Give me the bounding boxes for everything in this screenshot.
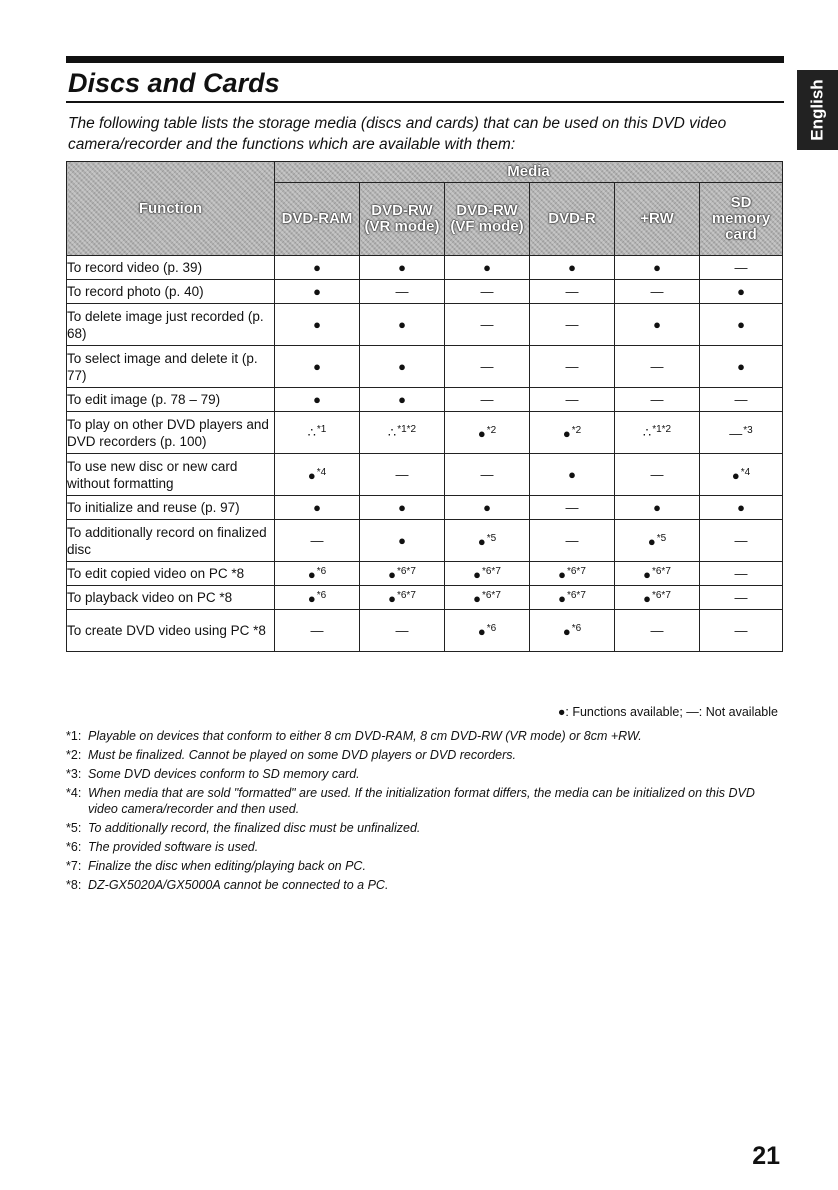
function-cell: To edit image (p. 78 – 79): [67, 388, 275, 412]
availability-cell: ●$^{*6*7}$: [445, 586, 530, 610]
table-row: [67, 256, 783, 280]
availability-cell: ●: [360, 496, 445, 520]
function-cell: To initialize and reuse (p. 97): [67, 496, 275, 520]
availability-cell: ●$^{*4}$: [700, 454, 783, 496]
footnote-text: Must be finalized. Cannot be played on some DVD players or DVD recorders.: [88, 748, 516, 762]
availability-cell: —: [530, 304, 615, 346]
availability-cell: —: [445, 346, 530, 388]
availability-cell: ∴$^{*1*2}$: [360, 412, 445, 454]
availability-cell: ●: [275, 346, 360, 388]
availability-cell: —: [445, 454, 530, 496]
footnote-mark: *7:: [66, 859, 82, 873]
availability-cell: ●: [700, 304, 783, 346]
availability-cell: —: [275, 610, 360, 652]
availability-cell: —: [360, 280, 445, 304]
availability-cell: ●: [700, 496, 783, 520]
availability-cell: —: [615, 346, 700, 388]
availability-cell: —: [530, 496, 615, 520]
availability-cell: —: [275, 520, 360, 562]
availability-cell: —: [615, 610, 700, 652]
availability-cell: —: [360, 610, 445, 652]
availability-cell: ●$^{*4}$: [275, 454, 360, 496]
availability-cell: —: [700, 586, 783, 610]
footnote-mark: *1:: [66, 729, 82, 743]
availability-cell: ●$^{*6*7}$: [530, 562, 615, 586]
footnote-text: DZ-GX5020A/GX5000A cannot be connected to a PC.: [88, 878, 389, 892]
availability-cell: —: [530, 280, 615, 304]
availability-cell: ●$^{*6}$: [530, 610, 615, 652]
availability-cell: —: [530, 520, 615, 562]
availability-cell: —: [700, 562, 783, 586]
table-row: [67, 562, 783, 586]
footnote-text: Finalize the disc when editing/playing back on PC.: [88, 859, 366, 873]
availability-cell: ●: [360, 388, 445, 412]
availability-cell: ●$^{*6*7}$: [615, 562, 700, 586]
media-table: [66, 161, 783, 652]
availability-cell: ●$^{*6}$: [275, 586, 360, 610]
legend: ●: Functions available; —: Not available: [557, 705, 778, 719]
availability-cell: —: [445, 304, 530, 346]
availability-cell: —: [615, 454, 700, 496]
availability-cell: ●: [530, 454, 615, 496]
footnotes: [66, 728, 784, 896]
availability-cell: ●: [700, 280, 783, 304]
footnote: [66, 785, 784, 817]
function-cell: To play on other DVD players and DVD recorders (p. 100): [67, 412, 275, 454]
intro-text: The following table lists the storage media (discs and cards) that can be used on this DVD video camera/recorder and the functions which are available with them:: [68, 115, 727, 153]
footnote-mark: *3:: [66, 767, 82, 781]
availability-cell: —: [700, 520, 783, 562]
function-header: Function: [67, 162, 275, 256]
column-header: DVD-R: [530, 183, 615, 256]
availability-cell: ●: [275, 388, 360, 412]
column-header: DVD-RW (VF mode): [445, 183, 530, 256]
table-row: [67, 454, 783, 496]
footnote: [66, 877, 784, 893]
table-row: [67, 412, 783, 454]
availability-cell: —: [700, 610, 783, 652]
availability-cell: —: [615, 280, 700, 304]
availability-cell: ●: [275, 280, 360, 304]
availability-cell: ●$^{*2}$: [530, 412, 615, 454]
footnote-text: Playable on devices that conform to either 8 cm DVD-RAM, 8 cm DVD-RW (VR mode) or 8cm +RW.: [88, 729, 642, 743]
availability-cell: ●$^{*6}$: [275, 562, 360, 586]
availability-cell: ●: [445, 256, 530, 280]
availability-cell: ●$^{*6*7}$: [445, 562, 530, 586]
language-tab: [797, 70, 838, 150]
availability-cell: ●: [615, 256, 700, 280]
function-cell: To additionally record on finalized disc: [67, 520, 275, 562]
function-cell: To use new disc or new card without formatting: [67, 454, 275, 496]
availability-cell: ●$^{*6*7}$: [360, 562, 445, 586]
page-title: Discs and Cards: [68, 68, 280, 98]
availability-cell: ●: [275, 304, 360, 346]
availability-cell: ∴$^{*1*2}$: [615, 412, 700, 454]
footnote-text: Some DVD devices conform to SD memory card.: [88, 767, 360, 781]
availability-cell: —: [445, 388, 530, 412]
footnote-mark: *5:: [66, 821, 82, 835]
table-body: [67, 256, 783, 652]
footnote-mark: *4:: [66, 786, 82, 800]
availability-cell: ●: [275, 256, 360, 280]
table-row: [67, 496, 783, 520]
availability-cell: —: [360, 454, 445, 496]
footnote: [66, 820, 784, 836]
availability-cell: ●: [700, 346, 783, 388]
table-row: [67, 346, 783, 388]
availability-cell: ∴$^{*1}$: [275, 412, 360, 454]
column-header: +RW: [615, 183, 700, 256]
availability-cell: ●: [275, 496, 360, 520]
footnote: [66, 766, 784, 782]
availability-cell: ●$^{*6*7}$: [615, 586, 700, 610]
availability-cell: —: [615, 388, 700, 412]
function-cell: To select image and delete it (p. 77): [67, 346, 275, 388]
availability-cell: ●: [360, 304, 445, 346]
footnote-mark: *2:: [66, 748, 82, 762]
footnote-text: The provided software is used.: [88, 840, 259, 854]
availability-cell: —: [700, 256, 783, 280]
footnote: [66, 747, 784, 763]
footnote: [66, 858, 784, 874]
availability-cell: —: [530, 388, 615, 412]
title-rule: [66, 101, 784, 103]
function-cell: To create DVD video using PC *8: [67, 610, 275, 652]
media-header: Media: [275, 162, 783, 183]
column-header: DVD-RAM: [275, 183, 360, 256]
availability-cell: ●: [360, 520, 445, 562]
footnote-mark: *8:: [66, 878, 82, 892]
function-cell: To record photo (p. 40): [67, 280, 275, 304]
availability-cell: ●$^{*2}$: [445, 412, 530, 454]
footnote: [66, 839, 784, 855]
language-tab-label: English: [807, 79, 827, 141]
column-header: DVD-RW (VR mode): [360, 183, 445, 256]
footnote-text: To additionally record, the finalized disc must be unfinalized.: [88, 821, 421, 835]
availability-cell: ●$^{*5}$: [615, 520, 700, 562]
table-row: [67, 520, 783, 562]
top-rule: [66, 56, 784, 63]
availability-cell: ●: [615, 496, 700, 520]
table-row: [67, 610, 783, 652]
availability-cell: ●$^{*5}$: [445, 520, 530, 562]
availability-cell: ●: [360, 346, 445, 388]
availability-cell: ●: [445, 496, 530, 520]
availability-cell: ●$^{*6}$: [445, 610, 530, 652]
availability-cell: —: [445, 280, 530, 304]
footnote-text: When media that are sold "formatted" are used. If the initialization format differs, the media can be initialized on this DVD video camera/recorder and then used.: [88, 786, 755, 816]
function-cell: To edit copied video on PC *8: [67, 562, 275, 586]
footnote: [66, 728, 784, 744]
function-cell: To record video (p. 39): [67, 256, 275, 280]
column-header: SD memory card: [700, 183, 783, 256]
table-row: [67, 280, 783, 304]
table-row: [67, 304, 783, 346]
page-number: 21: [752, 1142, 780, 1170]
availability-cell: ●$^{*6*7}$: [530, 586, 615, 610]
availability-cell: —: [700, 388, 783, 412]
function-cell: To playback video on PC *8: [67, 586, 275, 610]
availability-cell: ●: [360, 256, 445, 280]
availability-cell: ●$^{*6*7}$: [360, 586, 445, 610]
availability-cell: —$^{*3}$: [700, 412, 783, 454]
table-row: [67, 586, 783, 610]
footnote-mark: *6:: [66, 840, 82, 854]
availability-cell: —: [530, 346, 615, 388]
availability-cell: ●: [530, 256, 615, 280]
availability-cell: ●: [615, 304, 700, 346]
table-row: [67, 388, 783, 412]
function-cell: To delete image just recorded (p. 68): [67, 304, 275, 346]
